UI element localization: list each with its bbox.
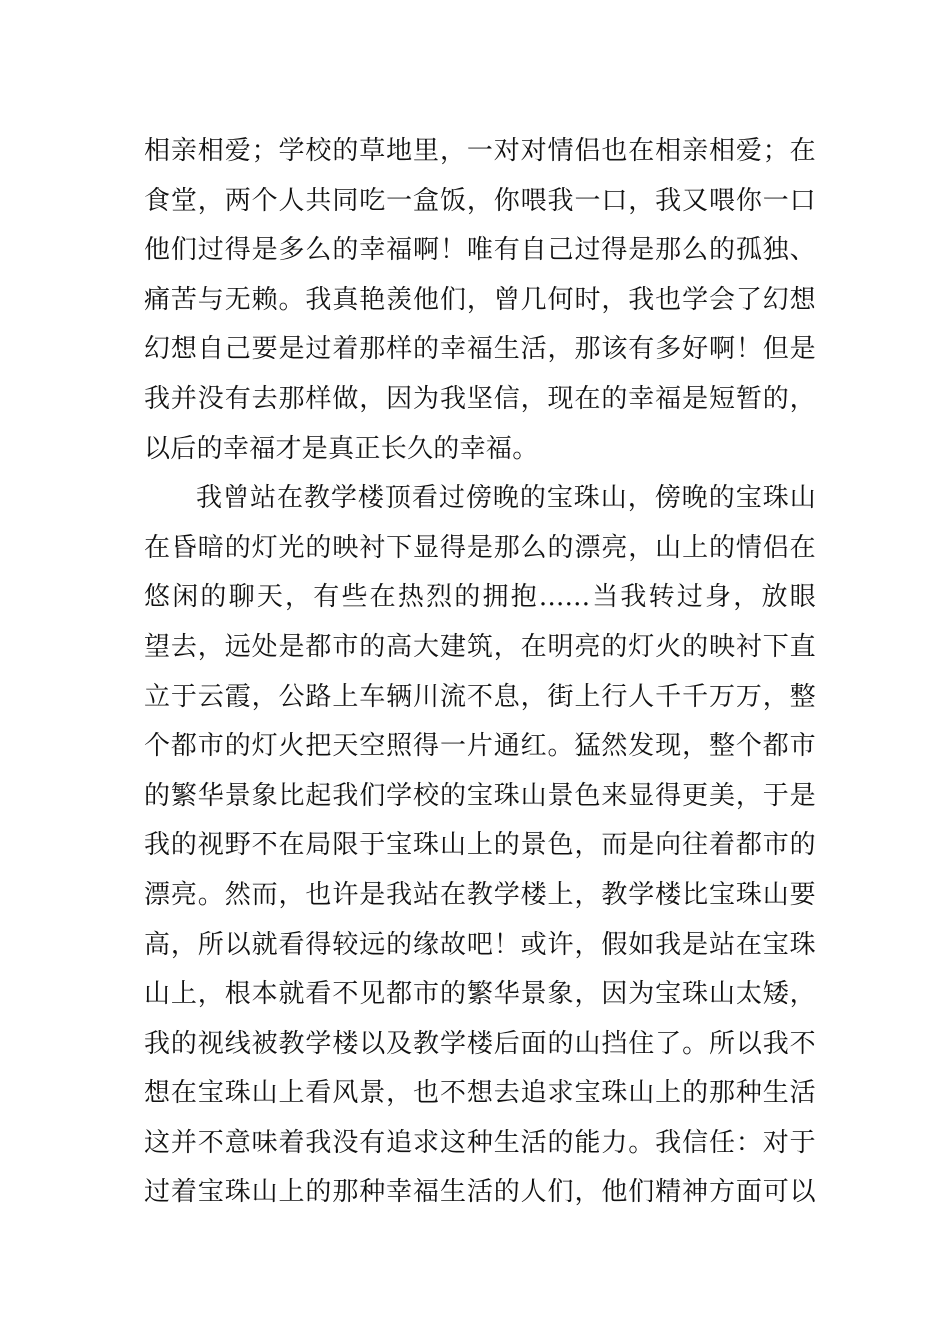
text-line: 我并没有去那样做，因为我坚信，现在的幸福是短暂的， — [144, 383, 816, 414]
text-line: 过着宝珠山上的那种幸福生活的人们，他们精神方面可以 — [144, 1177, 816, 1208]
text-line: 高，所以就看得较远的缘故吧！或许，假如我是站在宝珠 — [144, 929, 816, 960]
text-line: 我的视野不在局限于宝珠山上的景色，而是向往着都市的 — [144, 830, 816, 861]
text-line: 悠闲的聊天，有些在热烈的拥抱......当我转过身，放眼 — [144, 582, 816, 613]
paragraph-1 — [144, 127, 816, 474]
paragraph-2 — [144, 474, 816, 1218]
document-body — [144, 127, 816, 1218]
text-line: 的繁华景象比起我们学校的宝珠山景色来显得更美，于是 — [144, 780, 816, 811]
text-line: 相亲相爱；学校的草地里，一对对情侣也在相亲相爱；在 — [144, 136, 816, 166]
text-line: 幻想自己要是过着那样的幸福生活，那该有多好啊！但是 — [144, 334, 816, 365]
text-line: 立于云霞，公路上车辆川流不息，街上行人千千万万，整 — [144, 681, 816, 712]
text-line: 山上，根本就看不见都市的繁华景象，因为宝珠山太矮， — [144, 979, 816, 1010]
text-line: 望去，远处是都市的高大建筑，在明亮的灯火的映衬下直 — [144, 631, 816, 662]
text-line: 这并不意味着我没有追求这种生活的能力。我信任：对于 — [144, 1127, 816, 1158]
text-line: 我曾站在教学楼顶看过傍晚的宝珠山，傍晚的宝珠山 — [196, 483, 816, 514]
text-line: 痛苦与无赖。我真艳羡他们，曾几何时，我也学会了幻想 — [144, 284, 816, 315]
text-line: 食堂，两个人共同吃一盒饭，你喂我一口，我又喂你一口 — [144, 185, 816, 216]
text-line: 我的视线被教学楼以及教学楼后面的山挡住了。所以我不 — [144, 1028, 816, 1059]
text-line: 想在宝珠山上看风景，也不想去追求宝珠山上的那种生活 — [144, 1078, 816, 1109]
text-line: 以后的幸福才是真正长久的幸福。 — [144, 433, 539, 464]
text-line: 个都市的灯火把天空照得一片通红。猛然发现，整个都市 — [144, 731, 816, 762]
text-line: 漂亮。然而，也许是我站在教学楼上，教学楼比宝珠山要 — [144, 879, 816, 910]
text-line: 他们过得是多么的幸福啊！唯有自己过得是那么的孤独、 — [144, 235, 816, 266]
text-line: 在昏暗的灯光的映衬下显得是那么的漂亮，山上的情侣在 — [144, 532, 816, 563]
